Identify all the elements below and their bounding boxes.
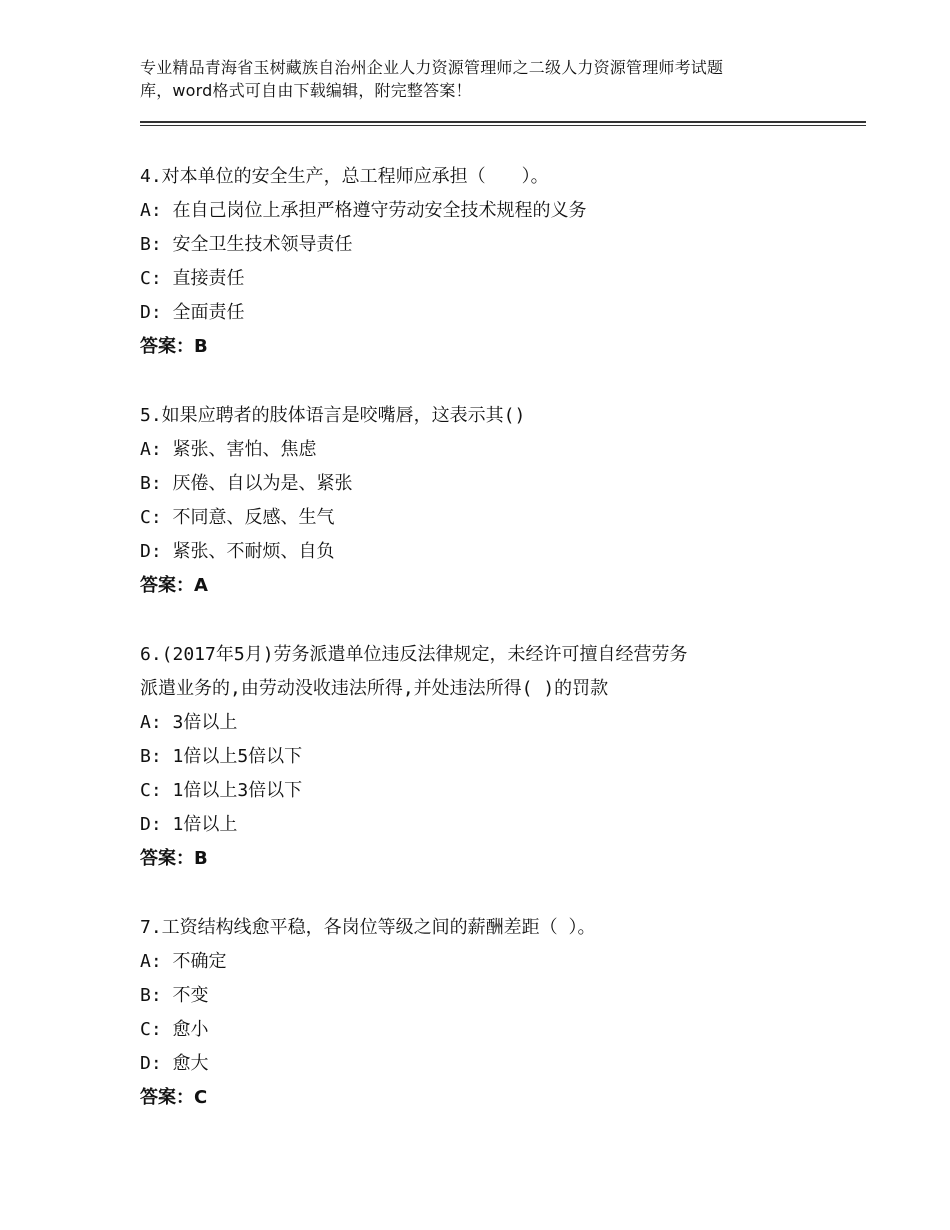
header-title-line-1: 专业精品青海省玉树藏族自治州企业人力资源管理师之二级人力资源管理师考试题 <box>140 58 724 77</box>
question-stem: 7.工资结构线愈平稳，各岗位等级之间的薪酬差距（ ）。 <box>140 917 596 938</box>
answer: 答案：B <box>140 848 208 869</box>
option-d: D: 全面责任 <box>140 302 245 323</box>
option-a: A: 不确定 <box>140 951 227 972</box>
option-d: D: 紧张、不耐烦、自负 <box>140 541 335 562</box>
question-stem: 5.如果应聘者的肢体语言是咬嘴唇，这表示其() <box>140 405 526 426</box>
option-b: B: 1倍以上5倍以下 <box>140 746 303 767</box>
option-c: C: 直接责任 <box>140 268 245 289</box>
option-c: C: 不同意、反感、生气 <box>140 507 335 528</box>
question-6 <box>140 638 840 876</box>
option-b: B: 不变 <box>140 985 209 1006</box>
answer: 答案：C <box>140 1087 208 1108</box>
answer: 答案：A <box>140 575 208 596</box>
question-7 <box>140 911 840 1115</box>
option-b: B: 安全卫生技术领导责任 <box>140 234 353 255</box>
question-stem-line-1: 6.(2017年5月)劳务派遣单位违反法律规定，未经许可擅自经营劳务 <box>140 644 688 665</box>
option-a: A: 在自己岗位上承担严格遵守劳动安全技术规程的义务 <box>140 200 587 221</box>
header-divider-thin <box>140 125 866 126</box>
option-a: A: 3倍以上 <box>140 712 238 733</box>
header-title-line-2: 库，word格式可自由下载编辑，附完整答案！ <box>140 81 472 100</box>
header-divider-thick <box>140 121 866 123</box>
option-a: A: 紧张、害怕、焦虑 <box>140 439 317 460</box>
option-b: B: 厌倦、自以为是、紧张 <box>140 473 353 494</box>
question-stem: 4.对本单位的安全生产，总工程师应承担（ ）。 <box>140 166 549 187</box>
question-stem-line-2: 派遣业务的,由劳动没收违法所得,并处违法所得( )的罚款 <box>140 678 609 699</box>
question-5 <box>140 399 840 603</box>
option-d: D: 愈大 <box>140 1053 209 1074</box>
document-header <box>140 56 830 102</box>
question-4 <box>140 160 840 364</box>
option-c: C: 1倍以上3倍以下 <box>140 780 303 801</box>
answer: 答案：B <box>140 336 208 357</box>
option-c: C: 愈小 <box>140 1019 209 1040</box>
option-d: D: 1倍以上 <box>140 814 238 835</box>
